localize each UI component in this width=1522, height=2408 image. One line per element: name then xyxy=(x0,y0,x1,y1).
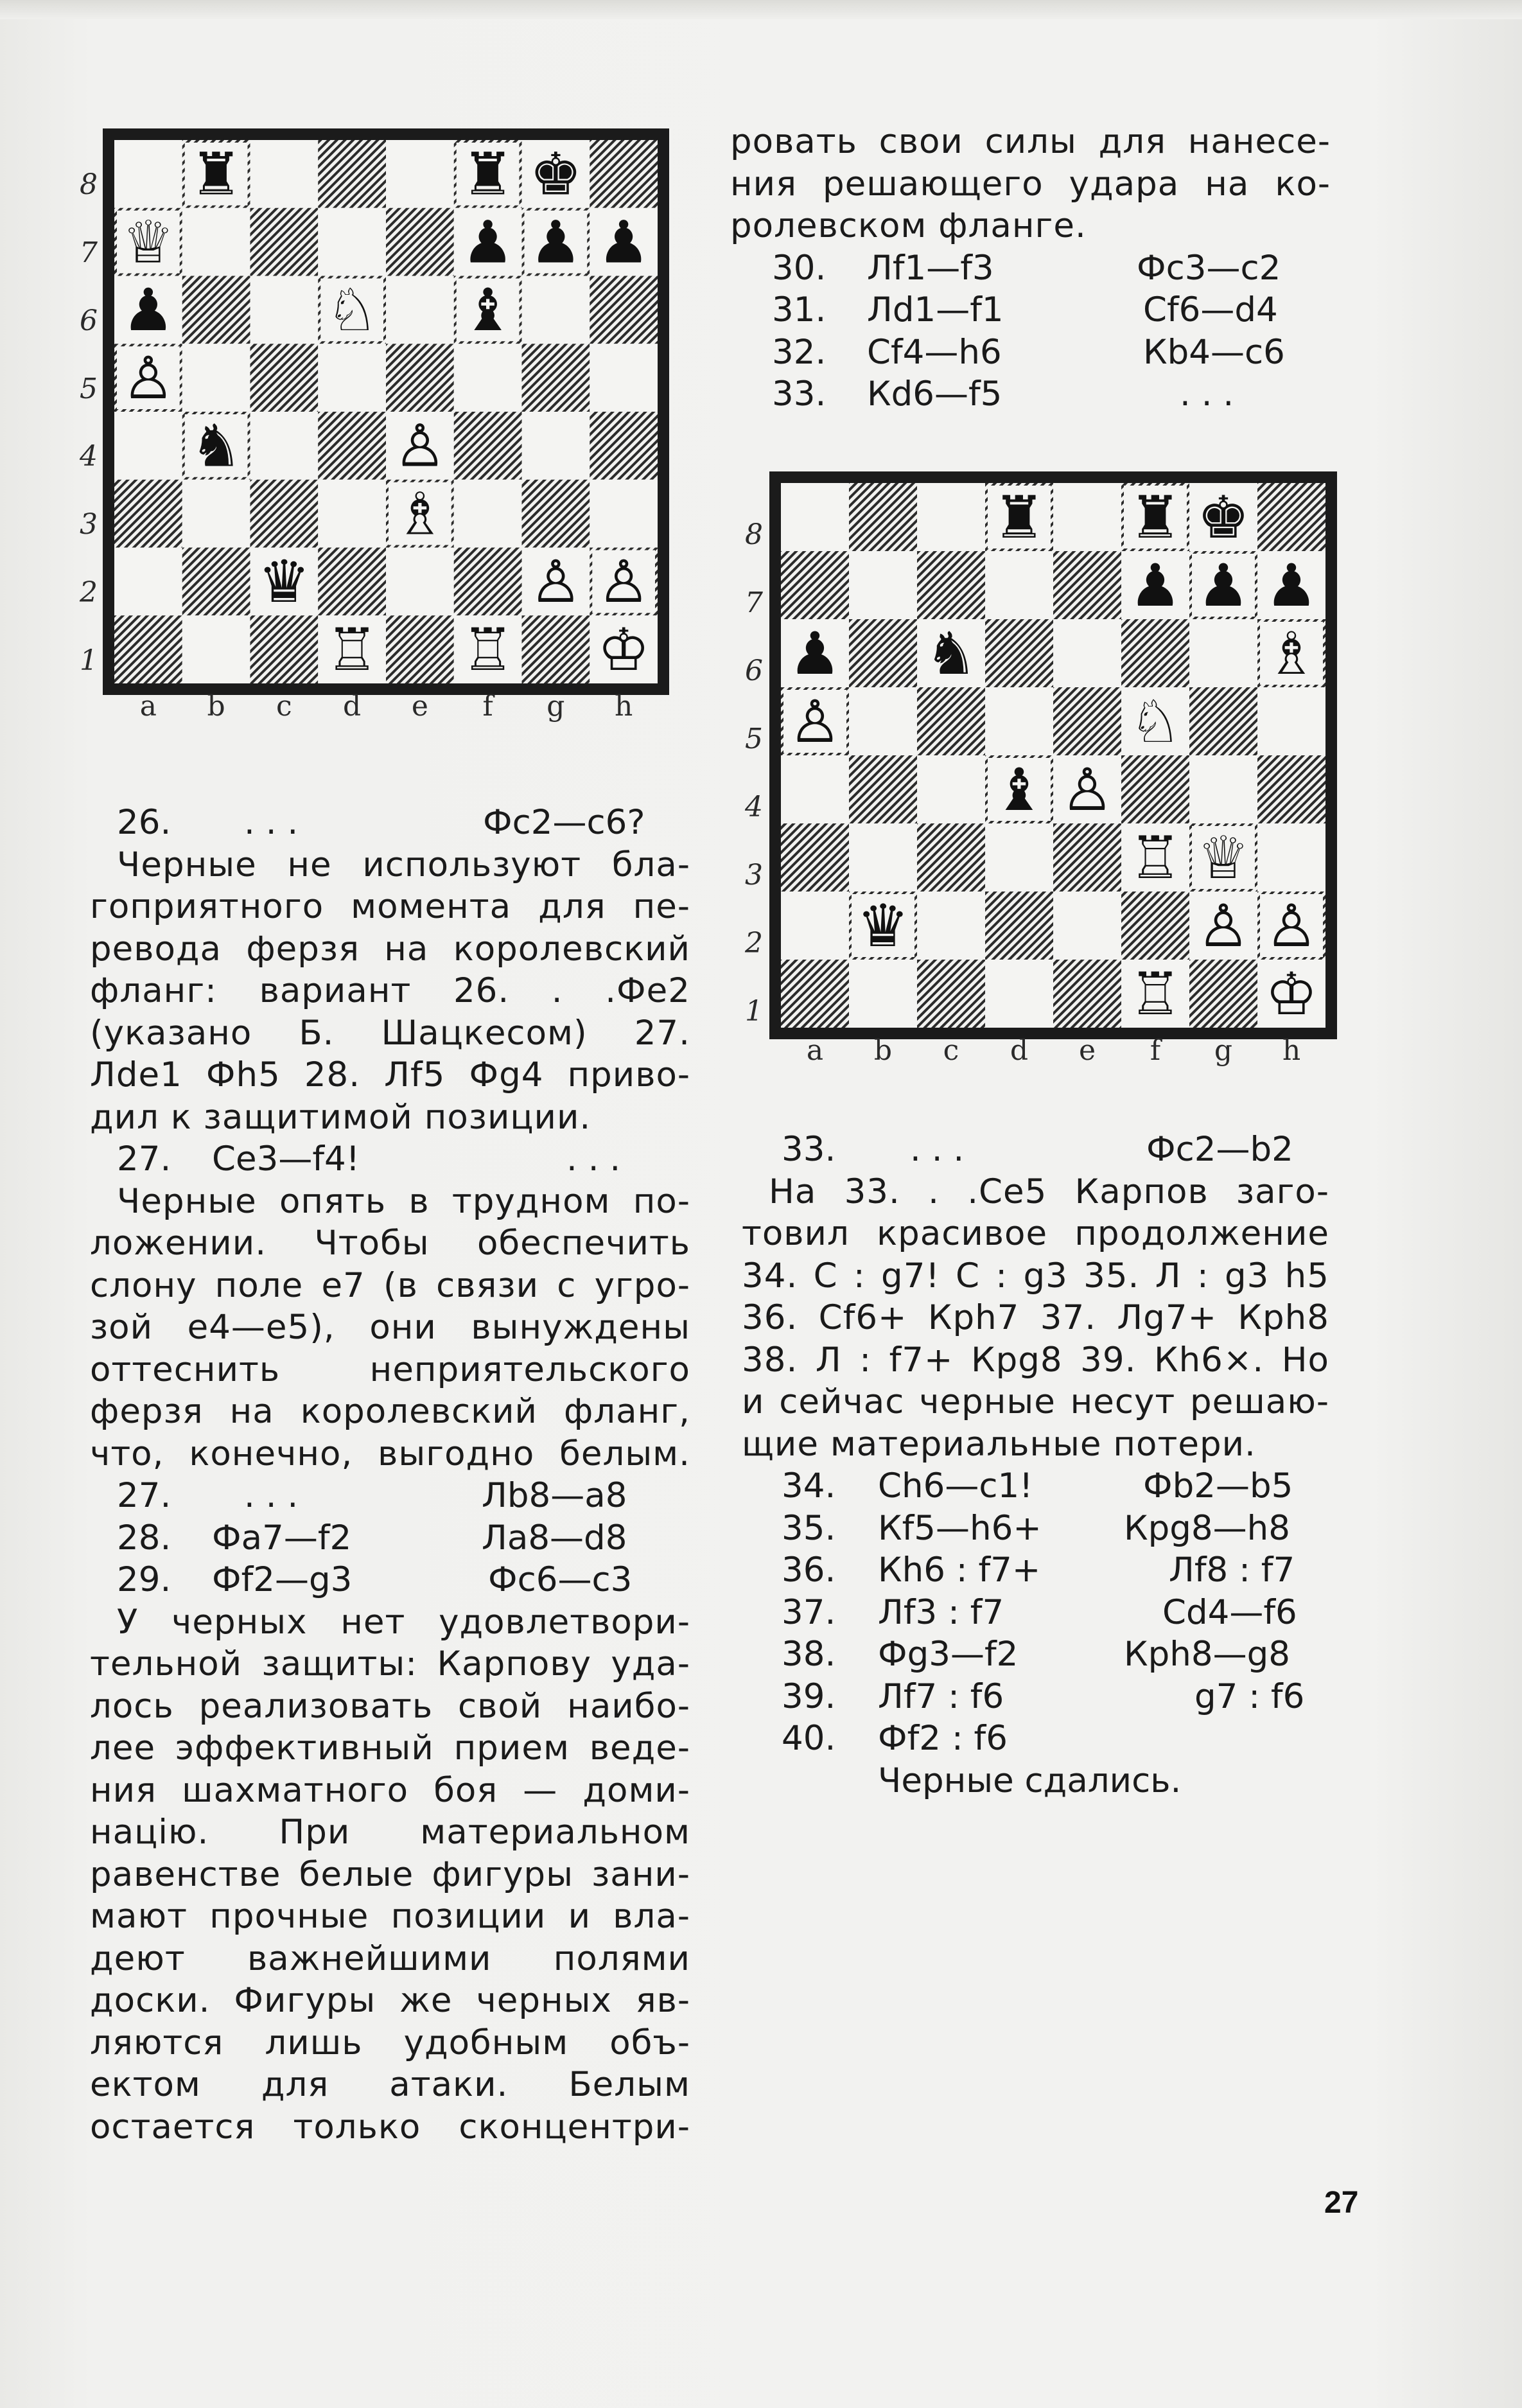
text-line: лее эффективный прием веде- xyxy=(90,1728,690,1768)
light-square xyxy=(1189,755,1257,823)
light-square xyxy=(318,344,386,412)
black-knight-icon: ♞ xyxy=(925,619,977,688)
move-row xyxy=(742,1718,1329,1760)
dark-square xyxy=(849,619,917,687)
white-move: Фg3—f2 xyxy=(878,1635,1019,1674)
dark-square xyxy=(1257,483,1325,551)
white-queen-icon: ♕ xyxy=(1197,823,1250,892)
light-square xyxy=(386,276,454,344)
black-move: g7 : f6 xyxy=(1194,1676,1305,1716)
light-square xyxy=(781,892,849,960)
file-label: f xyxy=(1150,1034,1161,1067)
dark-square xyxy=(1257,755,1325,823)
white-move: Кd6—f5 xyxy=(867,374,1002,414)
rank-label: 3 xyxy=(745,858,763,892)
black-king-icon: ♚ xyxy=(1197,483,1250,552)
page-top-shadow xyxy=(0,0,1522,19)
dark-square xyxy=(590,412,658,480)
text-line: На 33. . .Се5 Карпов заго- xyxy=(769,1172,1329,1211)
black-pawn-icon: ♟ xyxy=(1265,551,1318,620)
move-number: 27. xyxy=(117,1139,171,1179)
comment-after-29 xyxy=(90,1601,690,2149)
light-square xyxy=(1189,619,1257,687)
light-square xyxy=(1257,823,1325,892)
dark-square xyxy=(1121,755,1189,823)
move-number: 33. xyxy=(782,1130,836,1169)
white-move: Кh6 : f7+ xyxy=(878,1551,1041,1590)
move-number: 28. xyxy=(117,1518,171,1558)
right-column-bottom xyxy=(742,1129,1329,1802)
light-square xyxy=(386,548,454,616)
resignation-text: Черные сдались. xyxy=(878,1761,1182,1800)
chess-diagram-2 xyxy=(769,471,1337,1039)
black-move: Лf8 : f7 xyxy=(1169,1551,1295,1590)
dark-square xyxy=(522,344,590,412)
light-square xyxy=(1257,687,1325,755)
file-label: g xyxy=(547,690,565,723)
rank-label: 1 xyxy=(80,644,98,677)
white-pawn-icon: ♙ xyxy=(394,412,446,480)
move-33 xyxy=(742,1129,1329,1171)
file-label: h xyxy=(614,690,633,723)
text-line: 38. Л : f7+ Крg8 39. Кh6×. Но xyxy=(742,1340,1329,1380)
light-square xyxy=(590,480,658,548)
light-square xyxy=(182,208,250,276)
dark-square xyxy=(1189,960,1257,1028)
dark-square xyxy=(1053,823,1121,892)
dark-square xyxy=(1053,551,1121,619)
rank-label: 6 xyxy=(745,654,763,687)
text-line: зой е4—е5), они вынуждены xyxy=(90,1308,690,1347)
move-27-white xyxy=(90,1138,690,1181)
white-rook-icon: ♖ xyxy=(326,616,378,683)
light-square xyxy=(454,480,522,548)
black-bishop-icon: ♝ xyxy=(461,277,514,345)
file-label: c xyxy=(276,690,292,723)
text-line: и сейчас черные несут решаю- xyxy=(742,1382,1329,1421)
text-line: ния решающего удара на ко- xyxy=(730,164,1331,204)
text-line: ложении. Чтобы обеспечить xyxy=(90,1224,690,1263)
black-pawn-icon: ♟ xyxy=(461,209,514,277)
dark-square xyxy=(182,548,250,616)
black-queen-icon: ♛ xyxy=(258,549,311,617)
move-number: 27. xyxy=(117,1476,171,1515)
file-label: a xyxy=(806,1034,824,1067)
resignation-line xyxy=(742,1760,1329,1802)
white-queen-icon: ♕ xyxy=(122,209,175,277)
light-square xyxy=(917,755,985,823)
light-square xyxy=(114,140,182,208)
white-king-icon: ♔ xyxy=(1265,960,1318,1028)
move-number: 39. xyxy=(782,1676,836,1716)
rank-label: 1 xyxy=(745,994,763,1028)
dark-square xyxy=(318,140,386,208)
move-row xyxy=(742,1465,1329,1507)
black-move: Фс2—b2 xyxy=(1146,1130,1293,1169)
white-move: Фf2—g3 xyxy=(212,1560,353,1599)
black-move: Фс3—с2 xyxy=(1137,248,1281,288)
dark-square xyxy=(182,276,250,344)
dark-square xyxy=(849,483,917,551)
rank-label: 3 xyxy=(80,508,98,541)
move-number: 29. xyxy=(117,1560,171,1599)
black-pawn-icon: ♟ xyxy=(597,209,650,277)
text-line: доски. Фигуры же черных яв- xyxy=(90,1981,690,2020)
light-square xyxy=(985,960,1053,1028)
move-number: 34. xyxy=(782,1466,836,1506)
dark-square xyxy=(917,823,985,892)
white-pawn-icon: ♙ xyxy=(1197,892,1250,960)
comment-after-27 xyxy=(90,1181,690,1475)
light-square xyxy=(454,344,522,412)
dark-square xyxy=(1189,687,1257,755)
rank-label: 8 xyxy=(80,168,98,202)
white-pawn-icon: ♙ xyxy=(1061,755,1114,824)
dark-square xyxy=(318,548,386,616)
rank-label: 5 xyxy=(80,372,98,405)
white-move: . . . xyxy=(244,1476,299,1515)
black-pawn-icon: ♟ xyxy=(1197,551,1250,620)
light-square xyxy=(985,551,1053,619)
white-move: . . . xyxy=(244,803,299,842)
white-rook-icon: ♖ xyxy=(1129,823,1182,892)
white-pawn-icon: ♙ xyxy=(1265,892,1318,960)
dark-square xyxy=(985,892,1053,960)
rank-label: 7 xyxy=(80,236,98,270)
text-line: ровать свои силы для нанесе- xyxy=(730,122,1331,161)
rank-label: 8 xyxy=(745,518,763,551)
black-move: . . . xyxy=(566,1139,621,1179)
file-label: e xyxy=(1078,1034,1096,1067)
dark-square xyxy=(250,480,319,548)
black-king-icon: ♚ xyxy=(529,141,582,209)
left-column xyxy=(90,802,690,2148)
text-line: лось реализовать свой наибо- xyxy=(90,1686,690,1726)
white-rook-icon: ♖ xyxy=(461,616,514,683)
rank-label: 4 xyxy=(80,440,98,473)
rank-label: 2 xyxy=(80,576,98,609)
move-number: 26. xyxy=(117,803,171,842)
dark-square xyxy=(1053,687,1121,755)
white-move: Се3—f4! xyxy=(212,1139,360,1179)
white-pawn-icon: ♙ xyxy=(789,687,841,756)
move-number: 33. xyxy=(772,374,827,414)
text-line: тельной защиты: Карпову уда- xyxy=(90,1644,690,1683)
text-line: фланг: вариант 26. . .Фе2 xyxy=(90,971,690,1010)
black-move: . . . xyxy=(1180,374,1234,414)
file-label: b xyxy=(207,690,225,723)
move-number: 30. xyxy=(772,248,827,288)
black-pawn-icon: ♟ xyxy=(529,209,582,277)
comment-after-33 xyxy=(742,1171,1329,1466)
move-number: 37. xyxy=(782,1592,836,1632)
move-row xyxy=(730,247,1331,290)
chess-diagram-1 xyxy=(103,128,669,695)
light-square xyxy=(250,140,319,208)
white-move: Лf3 : f7 xyxy=(878,1592,1004,1632)
light-square xyxy=(522,412,590,480)
white-move: Фа7—f2 xyxy=(212,1518,352,1558)
black-rook-icon: ♜ xyxy=(461,141,514,209)
white-move: Лf7 : f6 xyxy=(878,1676,1004,1716)
text-line: слону поле е7 (в связи с угро- xyxy=(90,1265,690,1305)
black-move: Фс6—с3 xyxy=(488,1560,633,1599)
move-number: 31. xyxy=(772,290,827,330)
dark-square xyxy=(250,208,319,276)
text-line: ния шахматного боя — доми- xyxy=(90,1770,690,1810)
light-square xyxy=(849,960,917,1028)
dark-square xyxy=(114,480,182,548)
dark-square xyxy=(781,551,849,619)
text-line: У черных нет удовлетвори- xyxy=(117,1602,690,1642)
rank-label: 2 xyxy=(745,926,763,960)
light-square xyxy=(849,551,917,619)
light-square xyxy=(1053,892,1121,960)
light-square xyxy=(182,344,250,412)
page-number: 27 xyxy=(1324,2186,1359,2220)
light-square xyxy=(985,687,1053,755)
move-row xyxy=(742,1633,1329,1676)
move-row xyxy=(742,1592,1329,1634)
black-bishop-icon: ♝ xyxy=(993,755,1045,824)
dark-square xyxy=(849,755,917,823)
diagram2-file-labels xyxy=(781,1034,1325,1066)
light-square xyxy=(522,276,590,344)
text-line: ектом для атаки. Белым xyxy=(90,2065,690,2104)
light-square xyxy=(250,276,319,344)
light-square xyxy=(250,412,319,480)
black-move: Сd4—f6 xyxy=(1162,1592,1297,1632)
move-number: 38. xyxy=(782,1635,836,1674)
black-pawn-icon: ♟ xyxy=(122,277,175,345)
black-knight-icon: ♞ xyxy=(189,412,243,480)
dark-square xyxy=(454,548,522,616)
white-pawn-icon: ♙ xyxy=(122,344,175,412)
light-square xyxy=(849,823,917,892)
dark-square xyxy=(1053,960,1121,1028)
white-bishop-icon: ♗ xyxy=(1265,619,1318,688)
black-rook-icon: ♜ xyxy=(189,141,243,209)
move-row xyxy=(730,331,1331,374)
dark-square xyxy=(590,140,658,208)
light-square xyxy=(318,480,386,548)
light-square xyxy=(917,892,985,960)
black-move: Кb4—с6 xyxy=(1143,332,1285,372)
move-26 xyxy=(90,802,690,844)
text-line: дил к защитимой позиции. xyxy=(90,1097,591,1137)
text-line: ревода ферзя на королевский xyxy=(90,929,690,969)
dark-square xyxy=(114,615,182,683)
white-knight-icon: ♘ xyxy=(1129,687,1182,756)
dark-square xyxy=(781,960,849,1028)
black-move: Сf6—d4 xyxy=(1143,290,1278,330)
file-label: d xyxy=(1010,1034,1029,1067)
text-line: деют важнейшими полями xyxy=(90,1938,690,1978)
dark-square xyxy=(917,687,985,755)
move-row xyxy=(742,1507,1329,1550)
text-line: Черные не используют бла- xyxy=(117,845,690,884)
white-move: Сh6—с1! xyxy=(878,1466,1033,1506)
light-square xyxy=(182,615,250,683)
text-line: ляются лишь удобным объ- xyxy=(90,2023,690,2062)
light-square xyxy=(182,480,250,548)
diagram1-rank-labels xyxy=(80,152,105,691)
dark-square xyxy=(386,615,454,683)
light-square xyxy=(781,755,849,823)
rank-label: 5 xyxy=(745,722,763,755)
diagram2-rank-labels xyxy=(745,501,771,1041)
file-label: c xyxy=(943,1034,959,1067)
file-label: e xyxy=(411,690,428,723)
black-move: Фс2—с6? xyxy=(483,803,645,842)
black-move: Крg8—h8 xyxy=(1124,1508,1290,1548)
move-row xyxy=(730,373,1331,416)
text-line: націю. При материальном xyxy=(90,1813,690,1852)
text-line: 36. Сf6+ Крh7 37. Лg7+ Крh8 xyxy=(742,1298,1329,1337)
black-move: Фb2—b5 xyxy=(1143,1466,1293,1506)
light-square xyxy=(114,412,182,480)
white-move: Сf4—h6 xyxy=(867,332,1002,372)
black-move: Крh8—g8 xyxy=(1124,1635,1290,1674)
dark-square xyxy=(386,344,454,412)
black-pawn-icon: ♟ xyxy=(789,619,841,688)
light-square xyxy=(985,823,1053,892)
light-square xyxy=(781,483,849,551)
file-label: g xyxy=(1214,1034,1233,1067)
dark-square xyxy=(318,412,386,480)
move-number: 40. xyxy=(782,1719,836,1758)
white-move: Лf1—f3 xyxy=(867,248,994,288)
move-row xyxy=(742,1676,1329,1718)
file-label: f xyxy=(482,690,493,723)
text-line: ферзя на королевский фланг, xyxy=(90,1392,690,1431)
file-label: b xyxy=(873,1034,893,1067)
move-row xyxy=(730,289,1331,331)
text-line: остается только сконцентри- xyxy=(90,2107,690,2147)
rank-label: 6 xyxy=(80,304,98,337)
black-queen-icon: ♛ xyxy=(857,892,909,960)
text-line: Лde1 Фh5 28. Лf5 Фg4 приво- xyxy=(90,1055,690,1094)
black-pawn-icon: ♟ xyxy=(1129,551,1182,620)
text-line: (указано Б. Шацкесом) 27. xyxy=(90,1013,690,1053)
light-square xyxy=(1053,619,1121,687)
black-rook-icon: ♜ xyxy=(1129,483,1182,552)
text-line: щие материальные потери. xyxy=(742,1424,1256,1464)
dark-square xyxy=(917,551,985,619)
text-line: оттеснить неприятельского xyxy=(90,1349,690,1389)
black-move: Ла8—d8 xyxy=(482,1518,627,1558)
text-line: Черные опять в трудном по- xyxy=(117,1181,690,1221)
text-line: равенстве белые фигуры зани- xyxy=(90,1854,690,1894)
black-move: Лb8—а8 xyxy=(482,1476,627,1515)
text-line: 34. С : g7! С : g3 35. Л : g3 h5 xyxy=(742,1256,1329,1296)
rank-label: 4 xyxy=(745,790,763,823)
text-line: что, конечно, выгодно белым. xyxy=(90,1434,690,1473)
move-row xyxy=(742,1549,1329,1592)
dark-square xyxy=(386,208,454,276)
text-line: ролевском фланге. xyxy=(730,206,1087,245)
move-row xyxy=(90,1517,690,1560)
diagram2-board xyxy=(781,483,1325,1028)
light-square xyxy=(318,208,386,276)
move-row xyxy=(90,1475,690,1517)
move-number: 32. xyxy=(772,332,827,372)
light-square xyxy=(917,483,985,551)
black-rook-icon: ♜ xyxy=(993,483,1045,552)
white-move: Лd1—f1 xyxy=(867,290,1004,330)
dark-square xyxy=(1121,619,1189,687)
dark-square xyxy=(781,823,849,892)
diagram1-file-labels xyxy=(114,690,658,722)
white-move: Кf5—h6+ xyxy=(878,1508,1042,1548)
file-label: d xyxy=(343,690,362,723)
light-square xyxy=(849,687,917,755)
diagram1-board xyxy=(114,140,658,683)
dark-square xyxy=(985,619,1053,687)
light-square xyxy=(114,548,182,616)
white-pawn-icon: ♙ xyxy=(529,549,582,617)
text-line: гоприятного момента для пе- xyxy=(90,887,690,926)
dark-square xyxy=(522,615,590,683)
dark-square xyxy=(522,480,590,548)
dark-square xyxy=(454,412,522,480)
white-rook-icon: ♖ xyxy=(1129,960,1182,1028)
white-move: Фf2 : f6 xyxy=(878,1719,1008,1758)
dark-square xyxy=(1121,892,1189,960)
white-pawn-icon: ♙ xyxy=(597,549,650,617)
white-bishop-icon: ♗ xyxy=(394,480,446,549)
comment-after-26 xyxy=(90,844,690,1139)
move-number: 35. xyxy=(782,1508,836,1548)
move-number: 36. xyxy=(782,1551,836,1590)
dark-square xyxy=(250,344,319,412)
move-row xyxy=(90,1559,690,1601)
right-column-top xyxy=(730,121,1331,416)
rank-label: 7 xyxy=(745,586,763,619)
white-move: . . . xyxy=(910,1130,965,1169)
light-square xyxy=(1053,483,1121,551)
light-square xyxy=(590,344,658,412)
dark-square xyxy=(917,960,985,1028)
white-king-icon: ♔ xyxy=(597,616,650,683)
dark-square xyxy=(590,276,658,344)
white-knight-icon: ♘ xyxy=(326,277,378,345)
file-label: a xyxy=(139,690,157,723)
text-line: мают прочные позиции и вла- xyxy=(90,1897,690,1936)
dark-square xyxy=(250,615,319,683)
light-square xyxy=(386,140,454,208)
text-line: товил красивое продолжение xyxy=(742,1214,1329,1253)
file-label: h xyxy=(1282,1034,1301,1067)
